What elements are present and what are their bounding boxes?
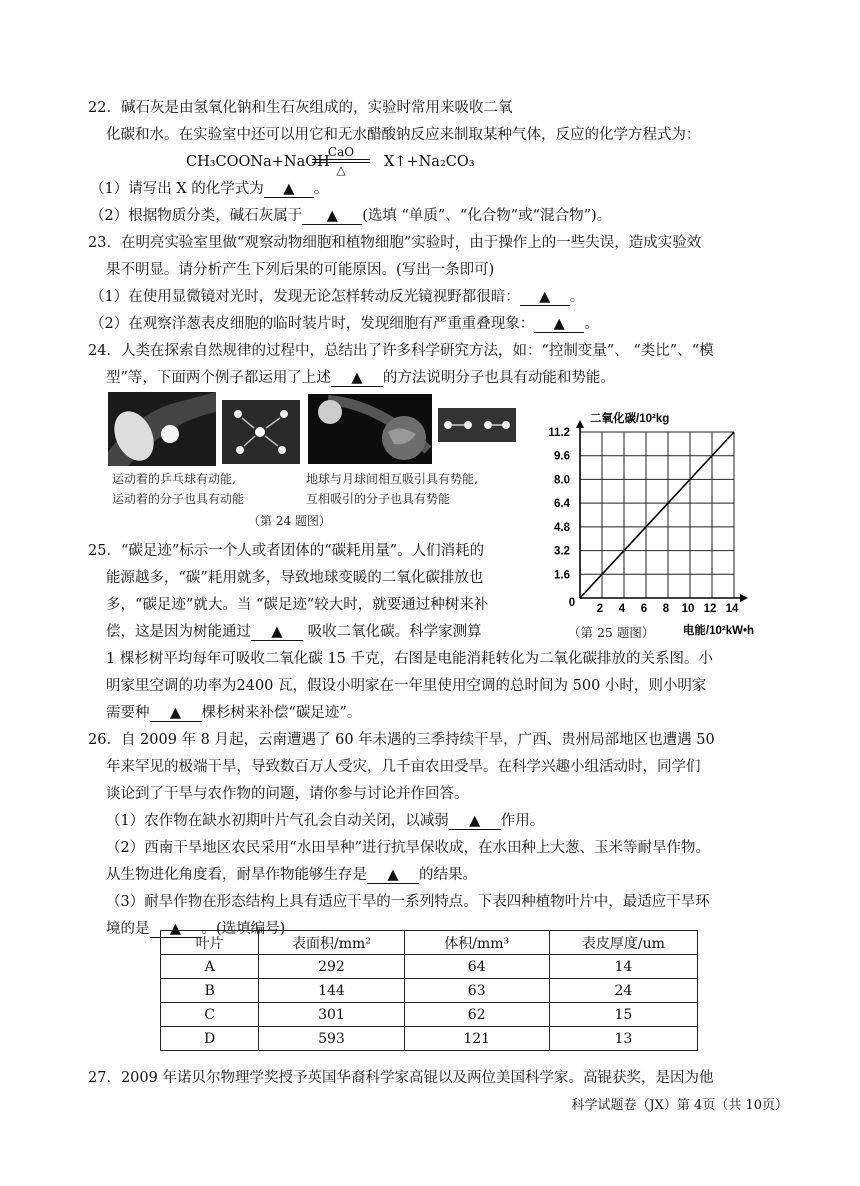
table-cell: 301 (259, 1003, 404, 1027)
x-tick-label: 8 (662, 603, 670, 615)
table-cell: 121 (404, 1027, 549, 1051)
q25-line5: 1 棵杉树平均每年可吸收二氧化碳 15 千克，右图是电能消耗转化为二氧化碳排放的关系图。小 (106, 651, 713, 667)
fig24-caption1b: 运动着的分子也具有动能 (112, 492, 245, 506)
q22-reaction-condition (312, 145, 370, 177)
q27-line1: 27．2009 年诺贝尔物理学奖授予英国华裔科学家高锟以及两位美国科学家。高锟获奖，是因为他 (88, 1070, 714, 1086)
q26-sub1: （1）农作物在缺水初期叶片气孔会自动关闭，以减弱 ▲ 作用。 (106, 813, 545, 829)
table-cell: D (161, 1027, 259, 1051)
answer-blank[interactable]: ▲ (251, 624, 303, 641)
moving-molecules-photo (222, 400, 300, 464)
attracting-molecules-photo (438, 408, 516, 442)
earth-moon-icon (308, 394, 432, 464)
q23-sub2: （2）在观察洋葱表皮细胞的临时装片时，发现细胞有严重重叠现象： ▲ 。 (90, 316, 599, 332)
table-cell: 64 (404, 955, 549, 979)
header-surface-area: 表面积/mm² (259, 931, 404, 955)
table-row (161, 955, 698, 979)
q25-line2: 能源越多，“碳”耗用就多，导致地球变暖的二氧化碳排放也 (106, 570, 484, 586)
ping-pong-photo (108, 392, 216, 466)
table-cell: 62 (404, 1003, 549, 1027)
q26-sub3a: （3）耐旱作物在形态结构上具有适应干旱的一系列特点。下表四种植物叶片中，最适应干旱环 (106, 894, 710, 910)
table-cell: 144 (259, 979, 404, 1003)
q22-sub2: （2）根据物质分类，碱石灰属于 ▲ (选填 “单质”、“化合物”或“混合物”)。 (90, 208, 612, 224)
page-footer: 科学试题卷（JX）第 4页（共 10页） (571, 1098, 788, 1113)
q22-sub1: （1）请写出 X 的化学式为 ▲ 。 (90, 181, 329, 197)
q23-line1: 23．在明亮实验室里做“观察动物细胞和植物细胞”实验时，由于操作上的一些失误，造成实验效 (88, 235, 702, 251)
fig24-label: （第 24 题图） (248, 514, 331, 528)
table-cell: C (161, 1003, 259, 1027)
q22-equation-right: X↑+Na₂CO₃ (384, 154, 475, 170)
q26-sub2b: 从生物进化角度看，耐旱作物能够生存是 ▲ 的结果。 (106, 867, 477, 883)
table-cell: 14 (549, 955, 697, 979)
q24-line1: 24．人类在探索自然规律的过程中，总结出了许多科学研究方法，如：“控制变量”、 “类比”、“模 (88, 343, 714, 359)
q25-line4: 偿，这是因为树能通过 ▲ 吸收二氧化碳。科学家测算 (106, 624, 482, 640)
q22-line2: 化碳和水。在实验室中还可以用它和无水醋酸钠反应来制取某种气体，反应的化学方程式为： (106, 127, 701, 143)
header-leaf: 叶片 (161, 931, 259, 955)
y-axis-label: 二氧化碳/10²kg (590, 413, 670, 425)
x-axis-arrow (740, 594, 748, 602)
q25-line6: 明家里空调的功率为2400 瓦，假设小明家在一年里使用空调的总时间为 500 小时，则小明家 (106, 678, 707, 694)
q23-sub1: （1）在使用显微镜对光时，发现无论怎样转动反光镜视野都很暗： ▲ 。 (90, 289, 585, 305)
x-tick-label: 4 (618, 603, 626, 615)
fig24-caption2b: 互相吸引的分子也具有势能 (306, 492, 451, 506)
catalyst-label: CaO (327, 145, 355, 159)
y-tick-label: 9.6 (554, 450, 570, 463)
q22-equation-left: CH₃COONa+NaOH (186, 154, 330, 170)
x-tick-label: 12 (703, 603, 717, 615)
table-cell: 15 (549, 1003, 697, 1027)
table-cell: 63 (404, 979, 549, 1003)
molecule-icon (222, 400, 300, 464)
x-tick-label: 10 (681, 603, 695, 615)
y-tick-label: 6.4 (554, 498, 570, 511)
answer-blank[interactable]: ▲ (331, 370, 383, 387)
table-row (161, 979, 698, 1003)
q26-sub2a: （2）西南干旱地区农民采用“水田旱种”进行抗旱保收成，在水田种上大葱、玉米等耐旱作物。 (106, 840, 711, 856)
y-tick-label: 3.2 (554, 545, 570, 558)
fig25-label: （第 25 题图） (568, 625, 655, 640)
q25-line3: 多，“碳足迹”就大。当 “碳足迹”较大时，就要通过种树来补 (106, 597, 489, 613)
answer-blank[interactable]: ▲ (150, 705, 202, 722)
q25-line1: 25．“碳足迹”标示一个人或者团体的“碳耗用量”。人们消耗的 (88, 543, 485, 559)
table-cell: 292 (259, 955, 404, 979)
x-axis-label: 电能/10²kW•h (682, 625, 754, 637)
y-tick-label: 11.2 (548, 427, 570, 439)
table-cell: 593 (259, 1027, 404, 1051)
x-tick-label: 14 (725, 603, 739, 615)
table-row (161, 1003, 698, 1027)
table-cell: B (161, 979, 259, 1003)
q24-line2: 型”等，下面两个例子都运用了上述 ▲ 的方法说明分子也具有动能和势能。 (106, 370, 615, 386)
earth-moon-photo (308, 394, 432, 464)
answer-blank[interactable]: ▲ (150, 921, 202, 938)
co2-electricity-chart (538, 398, 788, 638)
x-tick-label: 0 (568, 597, 576, 609)
y-tick-label: 8.0 (554, 474, 570, 487)
q26-sub3b: 境的是 ▲ 。(选填编号) (106, 921, 286, 937)
fig24-caption2a: 地球与月球间相互吸引具有势能, (306, 472, 478, 486)
series-line (580, 432, 734, 598)
q26-line3: 谈论到了干旱与农作物的问题，请你参与讨论并作回答。 (106, 786, 469, 802)
x-tick-label: 6 (640, 603, 648, 615)
q22-line1: 22．碱石灰是由氢氧化钠和生石灰组成的，实验时常用来吸收二氧 (88, 100, 513, 116)
table-row (161, 1027, 698, 1051)
table-header-row (161, 931, 698, 955)
table-cell: A (161, 955, 259, 979)
y-tick-label: 1.6 (554, 569, 570, 582)
answer-blank[interactable]: ▲ (449, 813, 501, 830)
heat-symbol: △ (336, 163, 346, 177)
y-tick-label: 4.8 (554, 521, 570, 534)
y-axis-arrow (576, 420, 584, 428)
leaf-table (160, 930, 698, 1051)
header-volume: 体积/mm³ (404, 931, 549, 955)
answer-blank[interactable]: ▲ (264, 181, 314, 198)
answer-blank[interactable]: ▲ (520, 289, 570, 306)
answer-blank[interactable]: ▲ (534, 316, 584, 333)
q26-line2: 年来罕见的极端干旱，导致数百万人受灾，几千亩农田受旱。在科学兴趣小组活动时，同学们 (106, 759, 701, 775)
x-tick-label: 2 (596, 603, 604, 615)
answer-blank[interactable]: ▲ (367, 867, 419, 884)
fig24-caption1a: 运动着的乒乓球有动能, (112, 472, 236, 486)
ping-pong-icon (108, 392, 216, 466)
molecule-pair-icon (438, 408, 516, 442)
header-epidermis-thickness: 表皮厚度/um (549, 931, 697, 955)
table-cell: 13 (549, 1027, 697, 1051)
q23-line2: 果不明显。请分析产生下列后果的可能原因。(写出一条即可) (106, 262, 495, 278)
q25-line7: 需要种 ▲ 棵杉树来补偿“碳足迹”。 (106, 705, 362, 721)
answer-blank[interactable]: ▲ (302, 208, 362, 225)
q26-line1: 26．自 2009 年 8 月起，云南遭遇了 60 年未遇的三季持续干旱，广西、贵州局部地区也遭遇 50 (88, 732, 715, 748)
table-cell: 24 (549, 979, 697, 1003)
